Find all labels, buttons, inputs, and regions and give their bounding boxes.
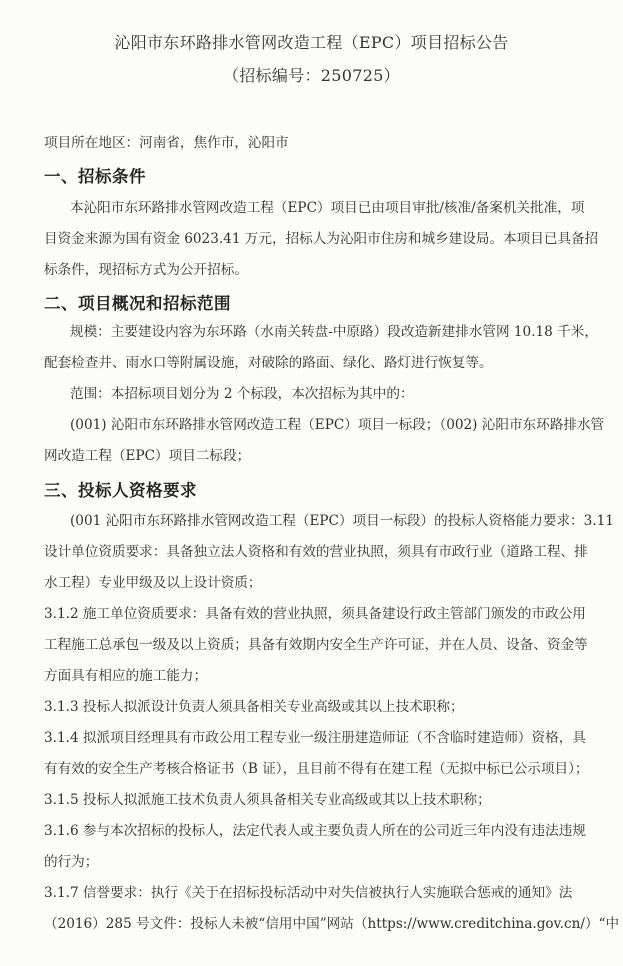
paragraph-line: 范围：本招标项目划分为 2 个标段，本次招标为其中的：: [70, 386, 414, 402]
paragraph-line: 网改造工程（EPC）项目二标段；: [44, 448, 251, 464]
paragraph-line: （2016）285 号文件：投标人未被“信用中国”网站（https://www.creditchina.gov.cn/）“中: [44, 916, 620, 932]
paragraph-line: 方面具有相应的施工能力；: [44, 668, 208, 684]
paragraph-line: 标条件，现招标方式为公开招标。: [44, 262, 248, 278]
paragraph-line: 的行为；: [44, 854, 99, 870]
paragraph-line: 规模：主要建设内容为东环路（水南关转盘-中原路）段改造新建排水管网 10.18 千米，: [70, 324, 598, 340]
section-heading-2: 二、项目概况和招标范围: [44, 294, 231, 313]
requirement-3-1-7: 3.1.7 信誉要求：执行《关于在招标投标活动中对失信被执行人实施联合惩戒的通知》法: [44, 885, 573, 901]
paragraph-line: 配套检查井、雨水口等附属设施，对破除的路面、绿化、路灯进行恢复等。: [44, 355, 493, 371]
paragraph-line: 目资金来源为国有资金 6023.41 万元，招标人为沁阳市住房和城乡建设局。本项目已具备招: [44, 231, 599, 247]
requirement-3-1-2: 3.1.2 施工单位资质要求：具备有效的营业执照，须具备建设行政主管部门颁发的市政公用: [44, 606, 586, 622]
paragraph-line: (001) 沁阳市东环路排水管网改造工程（EPC）项目一标段；（002) 沁阳市东环路排水管: [70, 417, 605, 433]
requirement-3-1-4: 3.1.4 拟派项目经理具有市政公用工程专业一级注册建造师证（不含临时建造师）资格，具: [44, 730, 586, 746]
paragraph-line: 设计单位资质要求：具备独立法人资格和有效的营业执照，须具有市政行业（道路工程、排: [44, 544, 588, 560]
section-heading-1: 一、招标条件: [44, 167, 146, 186]
tender-number: （招标编号：250725）: [223, 66, 400, 85]
requirement-3-1-6: 3.1.6 参与本次招标的投标人，法定代表人或主要负责人所在的公司近三年内没有违法违规: [44, 823, 586, 839]
requirement-3-1-3: 3.1.3 投标人拟派设计负责人须具备相关专业高级或其以上技术职称；: [44, 699, 464, 715]
requirement-3-1-5: 3.1.5 投标人拟派施工技术负责人须具备相关专业高级或其以上技术职称；: [44, 792, 491, 808]
paragraph-line: 本沁阳市东环路排水管网改造工程（EPC）项目已由项目审批/核准/备案机关批准，项: [70, 200, 585, 216]
project-location: 项目所在地区：河南省，焦作市，沁阳市: [44, 135, 289, 151]
paragraph-line: (001 沁阳市东环路排水管网改造工程（EPC）项目一标段）的投标人资格能力要求：3.11: [70, 513, 614, 529]
paragraph-line: 有有效的安全生产考核合格证书（B 证），且目前不得有在建工程（无拟中标已公示项目）；: [44, 761, 589, 777]
section-heading-3: 三、投标人资格要求: [44, 481, 197, 500]
paragraph-line: 工程施工总承包一级及以上资质；具备有效期内安全生产许可证，并在人员、设备、资金等: [44, 637, 588, 653]
paragraph-line: 水工程）专业甲级及以上设计资质；: [44, 575, 262, 591]
document-title: 沁阳市东环路排水管网改造工程（EPC）项目招标公告: [114, 33, 509, 52]
